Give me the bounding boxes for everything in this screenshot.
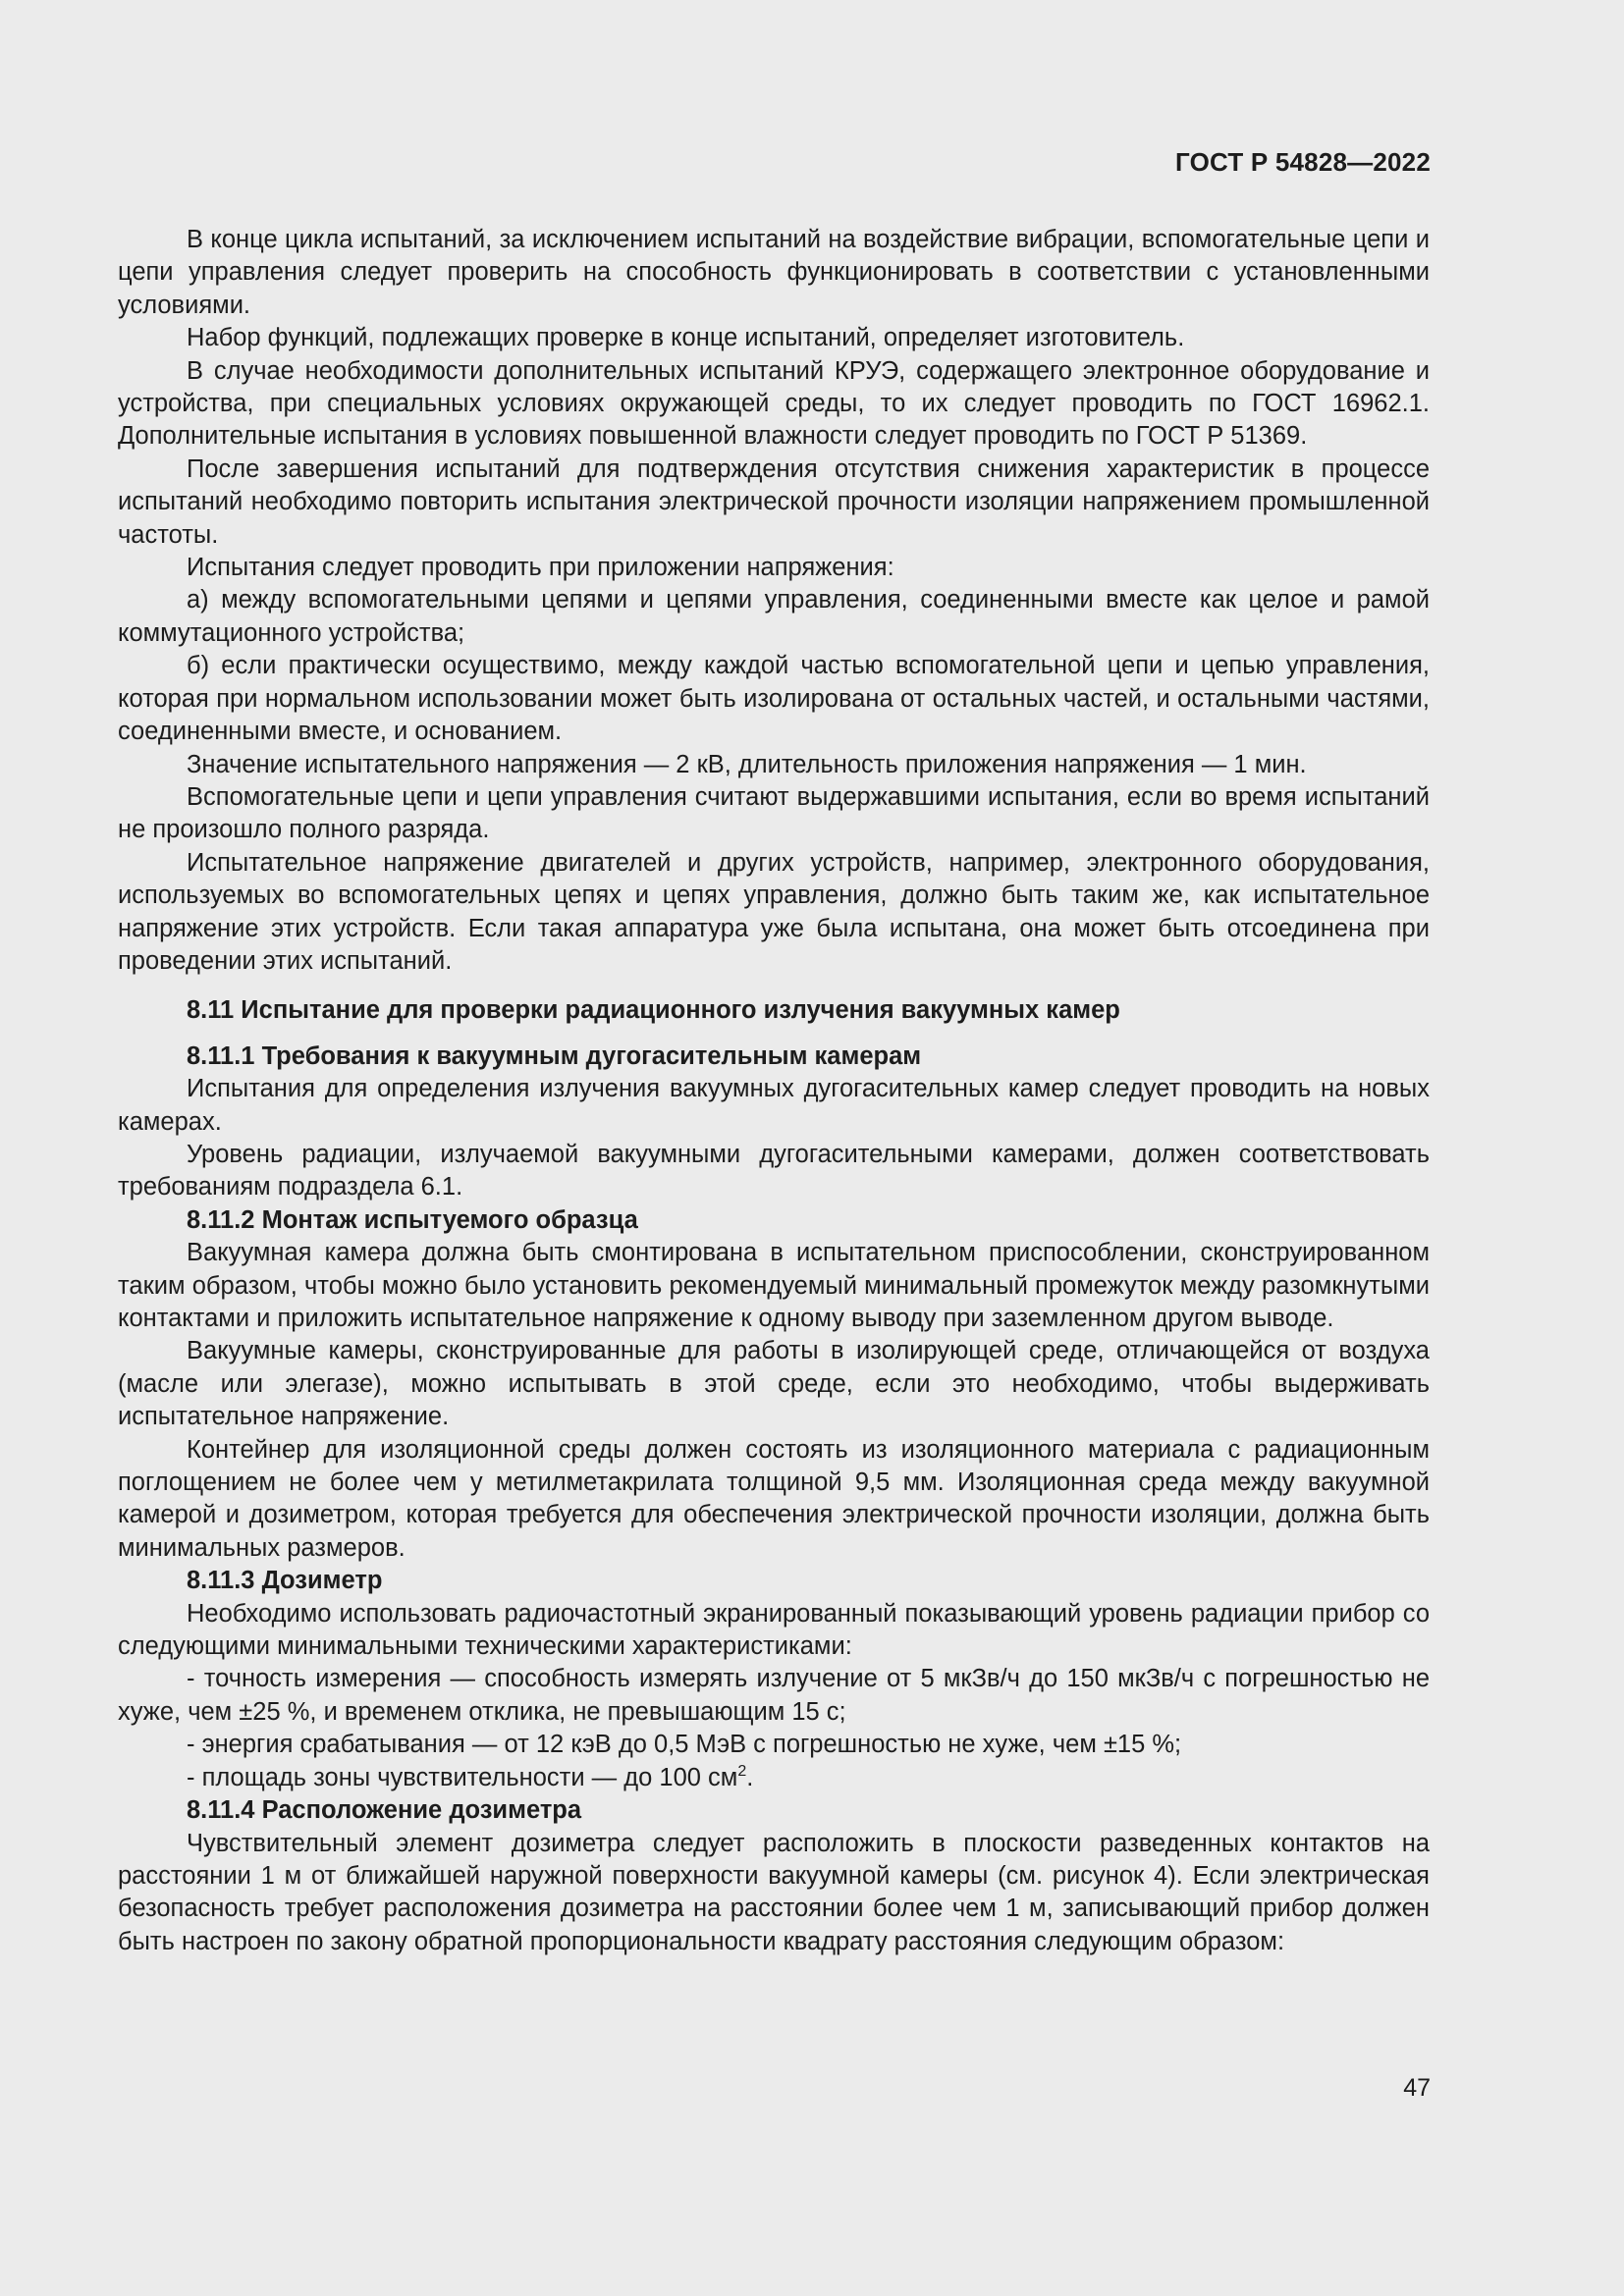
paragraph: В конце цикла испытаний, за исключением испытаний на воздействие вибрации, вспомогательные цепи и цепи управления следует проверить на способность функционировать в соответствии с установленными условиями.	[118, 226, 1430, 319]
paragraph: Вспомогательные цепи и цепи управления считают выдержавшими испытания, если во время испытаний не произошло полного разряда.	[118, 782, 1430, 844]
paragraph: Набор функций, подлежащих проверке в конце испытаний, определяет изготовитель.	[187, 324, 1185, 352]
paragraph: Испытательное напряжение двигателей и других устройств, например, электронного оборудования, используемых во вспомогательных цепях и цепях управления, должно быть таким же, как испытательное напряжение этих устройств. Если такая аппаратура уже была испытана, она может быть отсоединена при проведении этих испытаний.	[118, 848, 1430, 975]
document-code-header: ГОСТ Р 54828—2022	[1175, 147, 1431, 177]
document-body	[118, 224, 1430, 1958]
dash-list-item: - точность измерения — способность измерять излучение от 5 мкЗв/ч до 150 мкЗв/ч с погрешностью не хуже, чем ±25 %, и временем отклика, не превышающим 15 с;	[118, 1665, 1430, 1726]
paragraph: Значение испытательного напряжения — 2 кВ, длительность приложения напряжения — 1 мин.	[187, 750, 1307, 778]
paragraph: Уровень радиации, излучаемой вакуумными дугогасительными камерами, должен соответствовать требованиям подраздела 6.1.	[118, 1140, 1430, 1201]
paragraph: Необходимо использовать радиочастотный экранированный показывающий уровень радиации прибор со следующими минимальными техническими характеристиками:	[118, 1599, 1430, 1661]
paragraph: Вакуумная камера должна быть смонтирована в испытательном приспособлении, сконструированном таким образом, чтобы можно было установить рекомендуемый минимальный промежуток между разомкнутыми контактами и приложить испытательное напряжение к одному выводу при заземленном другом выводе.	[118, 1239, 1430, 1332]
dash-list-item-text: - площадь зоны чувствительности — до 100 см	[187, 1763, 738, 1791]
paragraph: Испытания следует проводить при приложении напряжения:	[187, 554, 894, 582]
paragraph: В случае необходимости дополнительных испытаний КРУЭ, содержащего электронное оборудование и устройства, при специальных условиях окружающей среды, то их следует проводить по ГОСТ 16962.1. Дополнительные испытания в условиях повышенной влажности следует проводить по ГОСТ Р 51369.	[118, 356, 1430, 451]
list-item-b: б) если практически осуществимо, между каждой частью вспомогательной цепи и цепью управления, которая при нормальном использовании может быть изолирована от остальных частей, и остальными частями, соединенными вместе, и основанием.	[118, 652, 1430, 746]
section-heading-8-11: 8.11 Испытание для проверки радиационного излучения вакуумных камер	[187, 996, 1120, 1025]
subsection-heading-8-11-2: 8.11.2 Монтаж испытуемого образца	[187, 1205, 638, 1234]
page-number: 47	[1403, 2074, 1431, 2102]
paragraph: После завершения испытаний для подтверждения отсутствия снижения характеристик в процессе испытаний необходимо повторить испытания электрической прочности изоляции напряжением промышленной частоты.	[118, 454, 1430, 549]
paragraph: Чувствительный элемент дозиметра следует расположить в плоскости разведенных контактов на расстоянии 1 м от ближайшей наружной поверхности вакуумной камеры (см. рисунок 4). Если электрическая безопасность требует расположения дозиметра на расстоянии более чем 1 м, записывающий прибор должен быть настроен по закону обратной пропорциональности квадрату расстояния следующим образом:	[118, 1829, 1430, 1955]
paragraph: Контейнер для изоляционной среды должен состоять из изоляционного материала с радиационным поглощением не более чем у метилметакрилата толщиной 9,5 мм. Изоляционная среда между вакуумной камерой и дозиметром, которая требуется для обеспечения электрической прочности изоляции, должна быть минимальных размеров.	[118, 1435, 1430, 1562]
subsection-heading-8-11-1: 8.11.1 Требования к вакуумным дугогасительным камерам	[187, 1041, 922, 1070]
superscript: 2	[737, 1762, 747, 1780]
subsection-heading-8-11-4: 8.11.4 Расположение дозиметра	[187, 1796, 582, 1825]
list-item-a: а) между вспомогательными цепями и цепями управления, соединенными вместе как целое и рамой коммутационного устройства;	[118, 586, 1430, 647]
dash-list-item	[118, 1762, 1430, 1794]
dash-list-item-end: .	[746, 1763, 754, 1791]
subsection-heading-8-11-3: 8.11.3 Дозиметр	[187, 1567, 383, 1595]
paragraph: Испытания для определения излучения вакуумных дугогасительных камер следует проводить на новых камерах.	[118, 1075, 1430, 1136]
dash-list-item: - энергия срабатывания — от 12 кэВ до 0,5 МэВ с погрешностью не хуже, чем ±15 %;	[187, 1731, 1182, 1759]
paragraph: Вакуумные камеры, сконструированные для работы в изолирующей среде, отличающейся от воздуха (масле или элегазе), можно испытывать в этой среде, если это необходимо, чтобы выдерживать испытательное напряжение.	[118, 1337, 1430, 1431]
